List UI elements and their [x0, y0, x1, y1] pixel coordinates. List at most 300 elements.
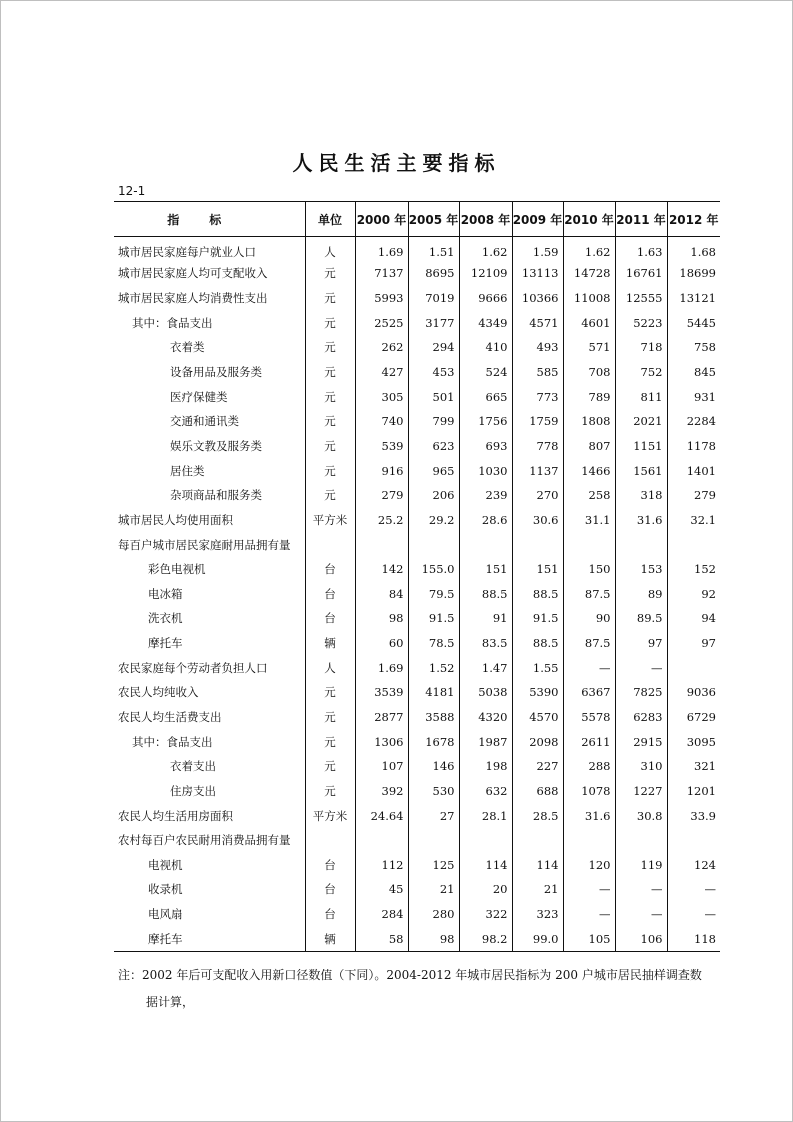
value-cell: 146 [408, 754, 459, 779]
value-cell: 916 [355, 458, 408, 483]
value-cell: 124 [667, 853, 720, 878]
value-cell: 539 [355, 434, 408, 459]
table-row [114, 261, 720, 286]
value-cell: 20 [459, 877, 512, 902]
value-cell: 323 [512, 902, 563, 927]
value-cell: 2611 [563, 729, 615, 754]
header-year-2009: 2009 年 [512, 202, 563, 237]
row-label: 其中：食品支出 [132, 315, 213, 330]
value-cell: 91.5 [408, 606, 459, 631]
value-cell: 310 [615, 754, 667, 779]
row-unit: 平方米 [305, 803, 355, 828]
row-label: 城市居民家庭每户就业人口 [118, 245, 256, 260]
value-cell: 11008 [563, 286, 615, 311]
row-label: 娱乐文教及服务类 [170, 438, 262, 453]
table-row [114, 926, 720, 951]
value-cell [563, 828, 615, 853]
value-cell: 3177 [408, 310, 459, 335]
row-label: 收录机 [148, 882, 183, 897]
value-cell: 114 [459, 853, 512, 878]
value-cell: 2525 [355, 310, 408, 335]
value-cell: 1759 [512, 409, 563, 434]
value-cell: 97 [667, 631, 720, 656]
table-row [114, 655, 720, 680]
value-cell: 30.6 [512, 508, 563, 533]
value-cell: 778 [512, 434, 563, 459]
table-row [114, 483, 720, 508]
value-cell: 107 [355, 754, 408, 779]
table-row [114, 606, 720, 631]
row-unit: 元 [305, 286, 355, 311]
header-indicator: 指标 [114, 202, 305, 237]
value-cell: 4570 [512, 705, 563, 730]
value-cell: 4320 [459, 705, 512, 730]
value-cell: 4349 [459, 310, 512, 335]
value-cell: 1.47 [459, 655, 512, 680]
table-row [114, 409, 720, 434]
value-cell: 16761 [615, 261, 667, 286]
value-cell: 4181 [408, 680, 459, 705]
table-row [114, 458, 720, 483]
value-cell: 1.55 [512, 655, 563, 680]
row-label: 其中：食品支出 [132, 734, 213, 749]
value-cell: 2877 [355, 705, 408, 730]
value-cell: — [563, 902, 615, 927]
row-unit: 元 [305, 335, 355, 360]
row-label: 摩托车 [114, 926, 305, 951]
row-unit: 台 [305, 606, 355, 631]
value-cell: 30.8 [615, 803, 667, 828]
value-cell [667, 655, 720, 680]
header-year-2000: 2000 年 [355, 202, 408, 237]
row-label: 杂项商品和服务类 [170, 488, 262, 503]
table-row [114, 902, 720, 927]
row-label: 城市居民人均使用面积 [118, 512, 233, 527]
value-cell: 7825 [615, 680, 667, 705]
row-unit: 元 [305, 384, 355, 409]
value-cell: 279 [355, 483, 408, 508]
value-cell: 1.52 [408, 655, 459, 680]
row-label: 电视机 [148, 857, 183, 872]
value-cell: 1561 [615, 458, 667, 483]
value-cell: 28.6 [459, 508, 512, 533]
row-unit: 元 [305, 680, 355, 705]
value-cell: 25.2 [355, 508, 408, 533]
table-row [114, 360, 720, 385]
value-cell: 1.59 [512, 237, 563, 262]
value-cell [355, 532, 408, 557]
value-cell: 6729 [667, 705, 720, 730]
value-cell: 119 [615, 853, 667, 878]
value-cell: 773 [512, 384, 563, 409]
value-cell: 258 [563, 483, 615, 508]
table-row [114, 853, 720, 878]
value-cell: — [615, 655, 667, 680]
value-cell: 239 [459, 483, 512, 508]
value-cell: 28.5 [512, 803, 563, 828]
value-cell: 1.51 [408, 237, 459, 262]
value-cell: 410 [459, 335, 512, 360]
value-cell: 6283 [615, 705, 667, 730]
value-cell [459, 828, 512, 853]
value-cell: 318 [615, 483, 667, 508]
value-cell [615, 532, 667, 557]
value-cell: 13113 [512, 261, 563, 286]
row-label: 农村每百户农民耐用消费品拥有量 [118, 833, 291, 848]
value-cell: 88.5 [512, 581, 563, 606]
value-cell [615, 828, 667, 853]
value-cell: 92 [667, 581, 720, 606]
value-cell: 1306 [355, 729, 408, 754]
value-cell: 2021 [615, 409, 667, 434]
value-cell: 150 [563, 557, 615, 582]
value-cell: 89.5 [615, 606, 667, 631]
value-cell [459, 532, 512, 557]
value-cell: 78.5 [408, 631, 459, 656]
row-unit [305, 532, 355, 557]
row-label: 衣着类 [170, 340, 205, 355]
value-cell: 198 [459, 754, 512, 779]
value-cell: 10366 [512, 286, 563, 311]
table-row [114, 286, 720, 311]
value-cell [408, 828, 459, 853]
value-cell: 87.5 [563, 581, 615, 606]
footnote-line-1: 注：2002 年后可支配收入用新口径数值（下同）。2004-2012 年城市居民指标为 200 户城市居民抽样调查数 [118, 968, 702, 982]
row-unit: 元 [305, 779, 355, 804]
value-cell: 21 [408, 877, 459, 902]
value-cell: 321 [667, 754, 720, 779]
value-cell: 501 [408, 384, 459, 409]
value-cell: 453 [408, 360, 459, 385]
value-cell: 151 [512, 557, 563, 582]
value-cell: 14728 [563, 261, 615, 286]
row-unit: 元 [305, 261, 355, 286]
row-label: 洗衣机 [148, 611, 183, 626]
table-row [114, 680, 720, 705]
value-cell: 693 [459, 434, 512, 459]
row-unit: 台 [305, 557, 355, 582]
value-cell: 31.1 [563, 508, 615, 533]
value-cell: 106 [615, 926, 667, 951]
table-row [114, 557, 720, 582]
value-cell: 5038 [459, 680, 512, 705]
row-unit: 辆 [305, 631, 355, 656]
table-row [114, 532, 720, 557]
value-cell: 83.5 [459, 631, 512, 656]
value-cell: 153 [615, 557, 667, 582]
value-cell: 98.2 [459, 926, 512, 951]
value-cell: 31.6 [615, 508, 667, 533]
row-label: 电冰箱 [148, 586, 183, 601]
value-cell: 155.0 [408, 557, 459, 582]
value-cell: 118 [667, 926, 720, 951]
value-cell: 4601 [563, 310, 615, 335]
row-unit: 元 [305, 310, 355, 335]
footnote-line-2: 据计算， [146, 995, 195, 1009]
value-cell: 845 [667, 360, 720, 385]
row-unit: 元 [305, 434, 355, 459]
value-cell: 24.64 [355, 803, 408, 828]
value-cell: 60 [355, 631, 408, 656]
value-cell: 227 [512, 754, 563, 779]
value-cell: 1756 [459, 409, 512, 434]
row-unit: 人 [305, 655, 355, 680]
value-cell: 9036 [667, 680, 720, 705]
row-unit: 台 [305, 902, 355, 927]
value-cell: 1.62 [563, 237, 615, 262]
value-cell: 1401 [667, 458, 720, 483]
value-cell: 3539 [355, 680, 408, 705]
table-row [114, 310, 720, 335]
value-cell: 5993 [355, 286, 408, 311]
value-cell: 322 [459, 902, 512, 927]
table-row [114, 581, 720, 606]
value-cell: 2098 [512, 729, 563, 754]
value-cell: 152 [667, 557, 720, 582]
value-cell: 58 [355, 926, 408, 951]
value-cell: — [563, 877, 615, 902]
footnote [118, 962, 718, 1016]
row-label: 彩色电视机 [148, 562, 206, 577]
value-cell: 87.5 [563, 631, 615, 656]
value-cell: 88.5 [459, 581, 512, 606]
value-cell: 752 [615, 360, 667, 385]
value-cell: — [667, 902, 720, 927]
header-year-2012: 2012 年 [667, 202, 720, 237]
value-cell: 5445 [667, 310, 720, 335]
header-year-2011: 2011 年 [615, 202, 667, 237]
row-label: 城市居民家庭人均可支配收入 [118, 266, 268, 281]
row-unit: 元 [305, 483, 355, 508]
value-cell: 931 [667, 384, 720, 409]
value-cell: — [563, 655, 615, 680]
value-cell: 12555 [615, 286, 667, 311]
value-cell: 708 [563, 360, 615, 385]
value-cell: 142 [355, 557, 408, 582]
table-row [114, 631, 720, 656]
row-unit: 元 [305, 754, 355, 779]
value-cell: 524 [459, 360, 512, 385]
value-cell: 8695 [408, 261, 459, 286]
row-label: 每百户城市居民家庭耐用品拥有量 [118, 537, 291, 552]
row-unit: 人 [305, 237, 355, 262]
value-cell: 623 [408, 434, 459, 459]
value-cell: 1.62 [459, 237, 512, 262]
value-cell: 530 [408, 779, 459, 804]
value-cell: 1227 [615, 779, 667, 804]
value-cell: 1.63 [615, 237, 667, 262]
row-label: 农民人均生活费支出 [118, 709, 222, 724]
value-cell: 718 [615, 335, 667, 360]
value-cell: 7019 [408, 286, 459, 311]
value-cell: 740 [355, 409, 408, 434]
value-cell: 6367 [563, 680, 615, 705]
row-unit: 元 [305, 705, 355, 730]
value-cell: 1466 [563, 458, 615, 483]
table-row [114, 779, 720, 804]
row-label: 农民家庭每个劳动者负担人口 [118, 660, 268, 675]
header-unit: 单位 [305, 202, 355, 237]
row-label: 农民人均生活用房面积 [118, 808, 233, 823]
value-cell: 1.68 [667, 237, 720, 262]
table-row [114, 828, 720, 853]
header-year-2005: 2005 年 [408, 202, 459, 237]
value-cell: 84 [355, 581, 408, 606]
table-row [114, 335, 720, 360]
table-row [114, 803, 720, 828]
value-cell: 427 [355, 360, 408, 385]
value-cell: 29.2 [408, 508, 459, 533]
value-cell: 12109 [459, 261, 512, 286]
value-cell: 1808 [563, 409, 615, 434]
row-label: 设备用品及服务类 [170, 365, 262, 380]
value-cell: 4571 [512, 310, 563, 335]
row-unit: 辆 [305, 926, 355, 951]
value-cell: — [615, 877, 667, 902]
value-cell: 2284 [667, 409, 720, 434]
value-cell: 5390 [512, 680, 563, 705]
table-row [114, 877, 720, 902]
value-cell: 1030 [459, 458, 512, 483]
table-row [114, 729, 720, 754]
value-cell: 758 [667, 335, 720, 360]
value-cell: — [667, 877, 720, 902]
row-label: 住房支出 [170, 783, 216, 798]
indicators-table [114, 201, 720, 952]
header-year-2008: 2008 年 [459, 202, 512, 237]
value-cell: 31.6 [563, 803, 615, 828]
row-label: 城市居民家庭人均消费性支出 [118, 291, 268, 306]
value-cell: 27 [408, 803, 459, 828]
row-label: 农民人均纯收入 [118, 685, 199, 700]
value-cell: 88.5 [512, 631, 563, 656]
row-label: 电风扇 [148, 907, 183, 922]
row-unit: 台 [305, 853, 355, 878]
row-unit: 元 [305, 729, 355, 754]
value-cell: 21 [512, 877, 563, 902]
page-title: 人民生活主要指标 [292, 151, 501, 175]
value-cell [408, 532, 459, 557]
table-row [114, 237, 720, 262]
row-label: 居住类 [170, 463, 205, 478]
value-cell: 98 [355, 606, 408, 631]
value-cell: 1137 [512, 458, 563, 483]
value-cell: 91.5 [512, 606, 563, 631]
value-cell: 270 [512, 483, 563, 508]
value-cell: 5578 [563, 705, 615, 730]
value-cell: 1987 [459, 729, 512, 754]
table-row [114, 705, 720, 730]
value-cell [667, 828, 720, 853]
row-unit: 元 [305, 409, 355, 434]
table-row [114, 434, 720, 459]
value-cell: 294 [408, 335, 459, 360]
value-cell: 125 [408, 853, 459, 878]
value-cell: 90 [563, 606, 615, 631]
value-cell: 279 [667, 483, 720, 508]
value-cell: 965 [408, 458, 459, 483]
value-cell: 13121 [667, 286, 720, 311]
value-cell: 632 [459, 779, 512, 804]
row-label: 摩托车 [148, 636, 183, 651]
value-cell: 1.69 [355, 237, 408, 262]
value-cell: 151 [459, 557, 512, 582]
value-cell: 120 [563, 853, 615, 878]
value-cell: 1151 [615, 434, 667, 459]
value-cell: 1078 [563, 779, 615, 804]
value-cell: 7137 [355, 261, 408, 286]
value-cell: 3588 [408, 705, 459, 730]
value-cell: 262 [355, 335, 408, 360]
value-cell: 89 [615, 581, 667, 606]
value-cell: 94 [667, 606, 720, 631]
value-cell: 665 [459, 384, 512, 409]
value-cell: 807 [563, 434, 615, 459]
value-cell: 811 [615, 384, 667, 409]
value-cell: 206 [408, 483, 459, 508]
value-cell [512, 532, 563, 557]
value-cell: 99.0 [512, 926, 563, 951]
value-cell: — [615, 902, 667, 927]
value-cell: 493 [512, 335, 563, 360]
value-cell: 284 [355, 902, 408, 927]
value-cell: 799 [408, 409, 459, 434]
value-cell: 91 [459, 606, 512, 631]
row-unit: 台 [305, 877, 355, 902]
row-unit: 平方米 [305, 508, 355, 533]
value-cell: 98 [408, 926, 459, 951]
row-label: 衣着支出 [170, 759, 216, 774]
value-cell: 114 [512, 853, 563, 878]
value-cell [512, 828, 563, 853]
header-year-2010: 2010 年 [563, 202, 615, 237]
table-number: 12-1 [118, 184, 146, 198]
table-row [114, 384, 720, 409]
row-label: 医疗保健类 [170, 389, 228, 404]
value-cell: 105 [563, 926, 615, 951]
value-cell: 1201 [667, 779, 720, 804]
value-cell: 280 [408, 902, 459, 927]
value-cell [355, 828, 408, 853]
value-cell: 392 [355, 779, 408, 804]
value-cell: 1178 [667, 434, 720, 459]
value-cell: 112 [355, 853, 408, 878]
value-cell: 2915 [615, 729, 667, 754]
header-row [114, 202, 720, 237]
row-unit: 元 [305, 360, 355, 385]
value-cell: 97 [615, 631, 667, 656]
value-cell [563, 532, 615, 557]
value-cell [667, 532, 720, 557]
value-cell: 32.1 [667, 508, 720, 533]
value-cell: 3095 [667, 729, 720, 754]
value-cell: 45 [355, 877, 408, 902]
value-cell: 33.9 [667, 803, 720, 828]
value-cell: 1678 [408, 729, 459, 754]
row-label: 交通和通讯类 [170, 414, 239, 429]
value-cell: 28.1 [459, 803, 512, 828]
table-row [114, 508, 720, 533]
value-cell: 571 [563, 335, 615, 360]
table-body [114, 237, 720, 952]
value-cell: 789 [563, 384, 615, 409]
value-cell: 305 [355, 384, 408, 409]
row-unit: 元 [305, 458, 355, 483]
value-cell: 1.69 [355, 655, 408, 680]
row-unit: 台 [305, 581, 355, 606]
value-cell: 9666 [459, 286, 512, 311]
value-cell: 688 [512, 779, 563, 804]
